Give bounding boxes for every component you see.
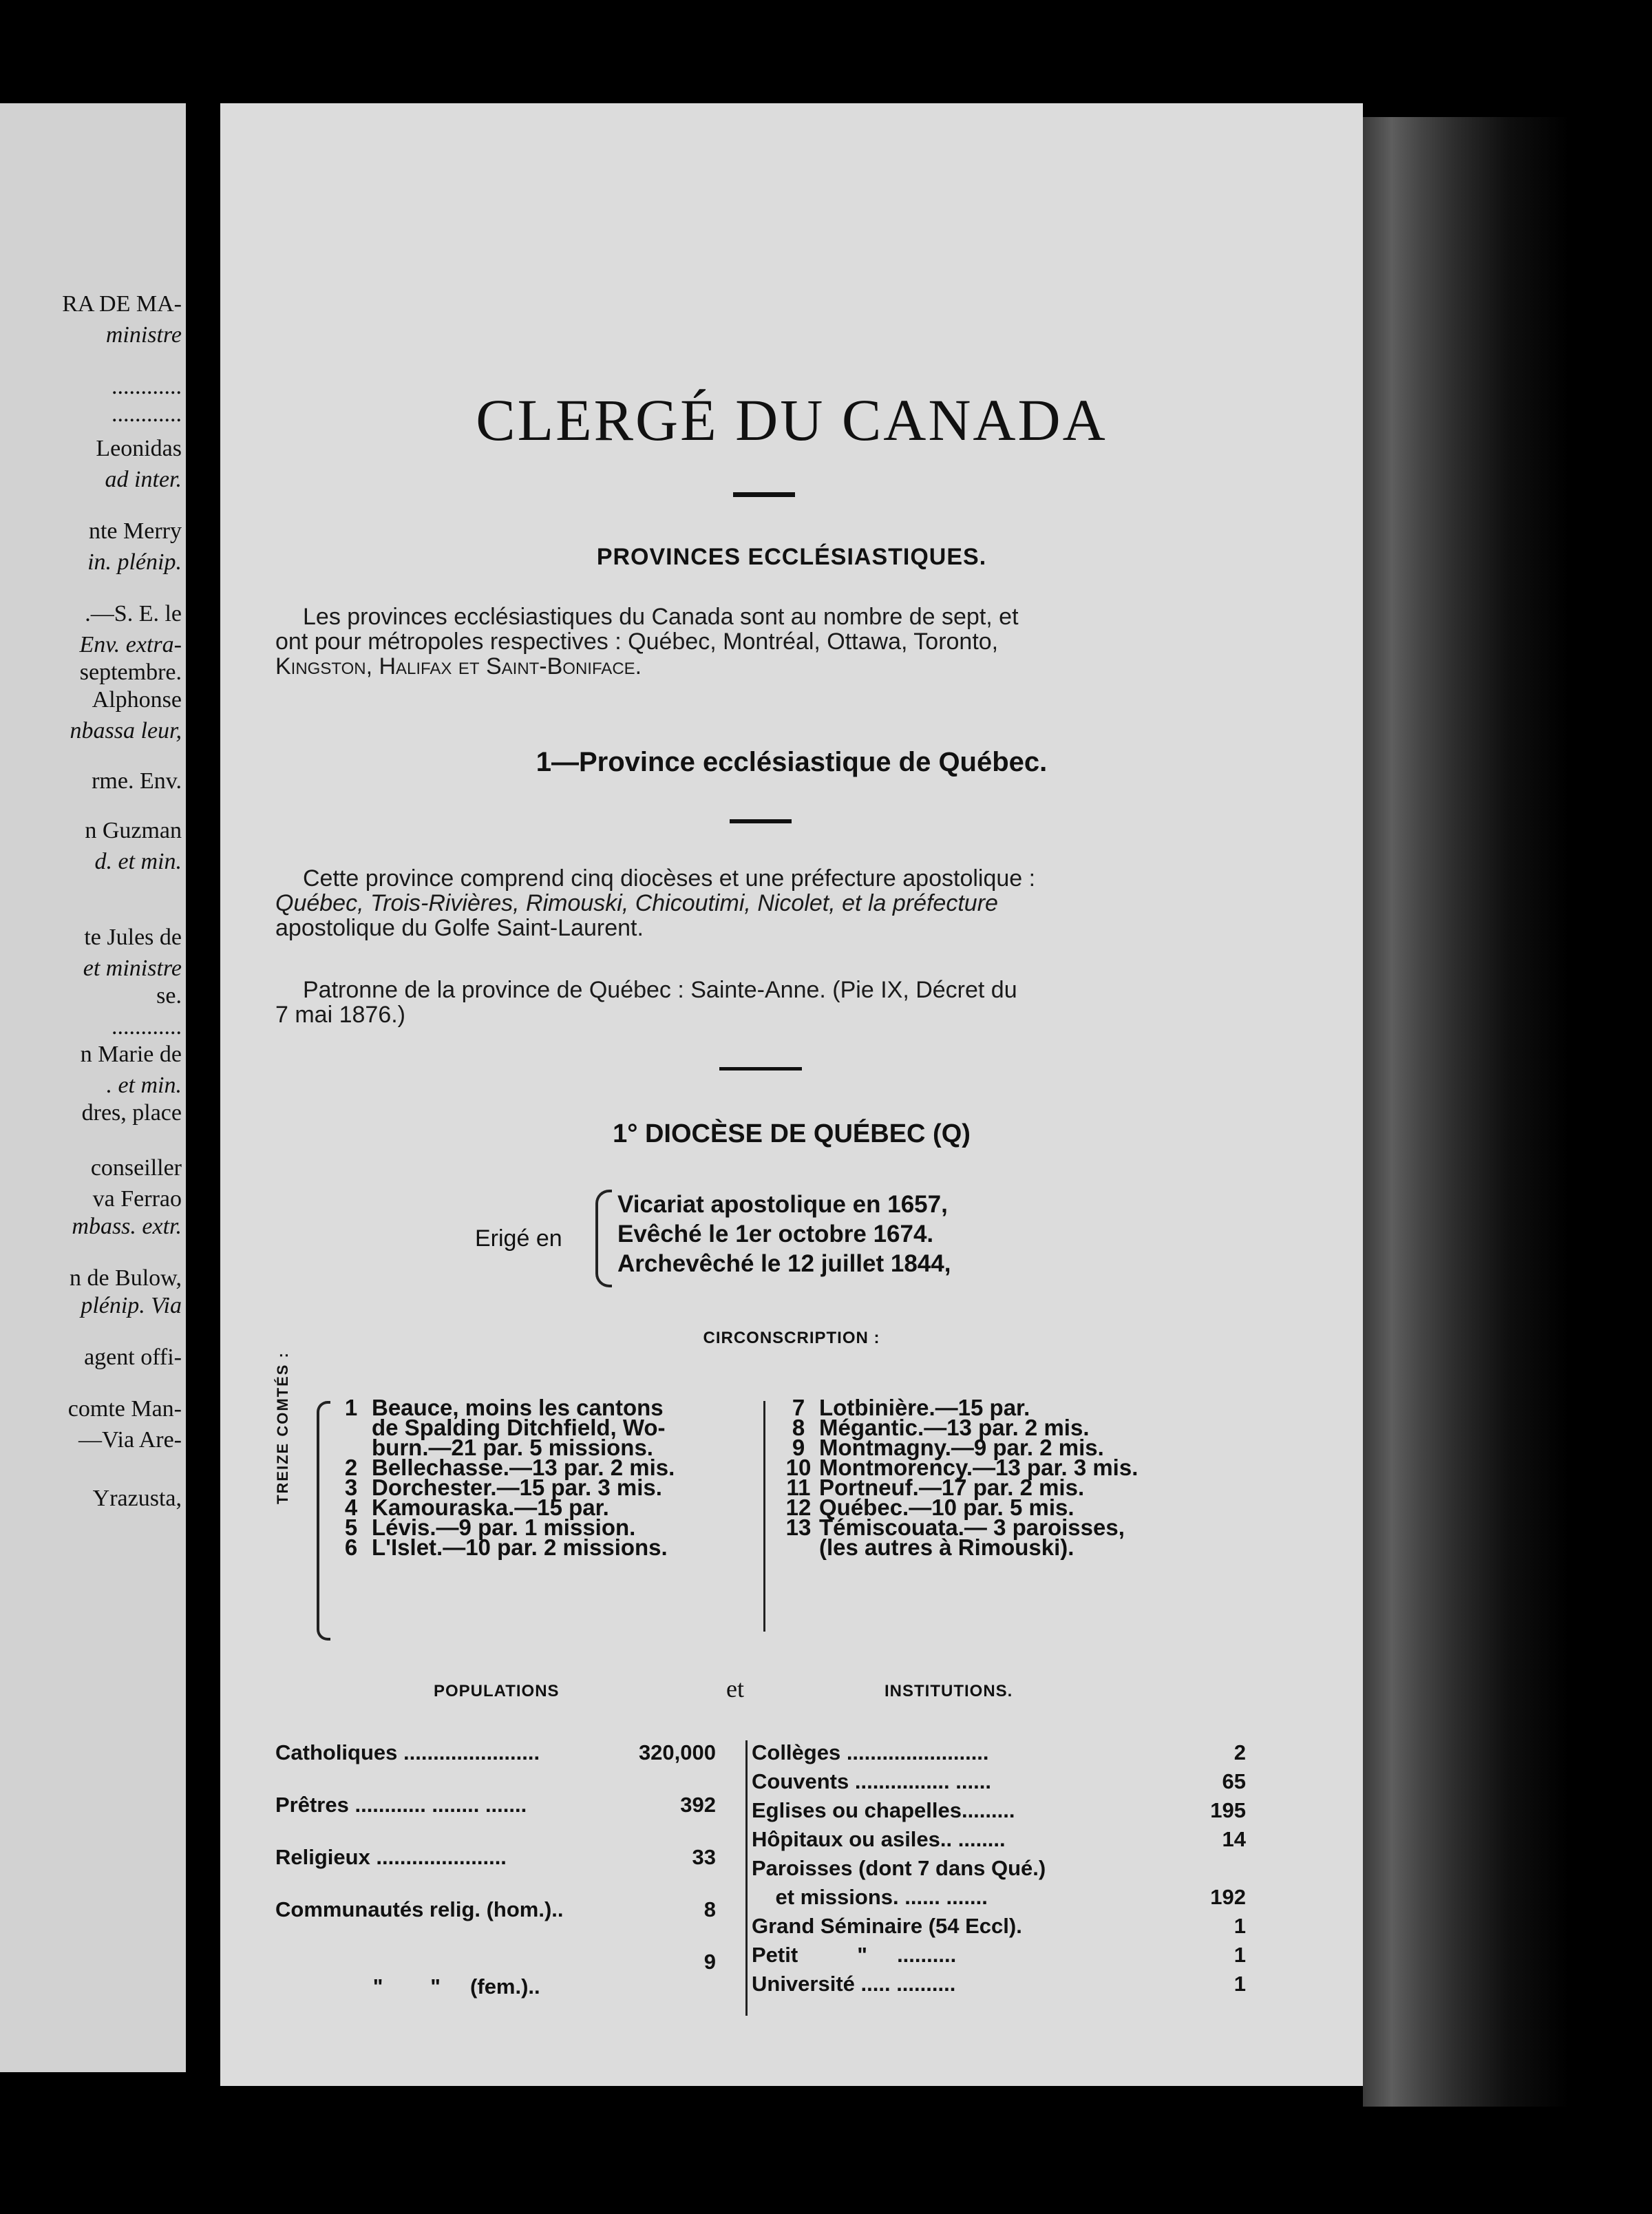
- fragment-line: n de Bulow,: [69, 1265, 182, 1291]
- intro-line: ont pour métropoles respectives : Québec, Montréal, Ottawa, Toronto,: [275, 629, 999, 655]
- fragment-line: et ministre: [83, 956, 182, 981]
- patronne-line: 7 mai 1876.): [275, 1002, 405, 1028]
- section-heading: PROVINCES ECCLÉSIASTIQUES.: [596, 544, 987, 570]
- institutions-table: [752, 1740, 1246, 2001]
- page-title: CLERGÉ DU CANADA: [476, 387, 1108, 453]
- fragment-line: conseiller: [90, 1155, 182, 1181]
- fragment-line: ............: [112, 374, 182, 399]
- fragment-line: ad inter.: [105, 467, 182, 492]
- population-row: Communautés relig. (hom.).. 8: [275, 1897, 716, 1921]
- fragment-line: ministre: [105, 322, 182, 348]
- fragment-line: se.: [156, 983, 182, 1009]
- divider: [730, 819, 792, 823]
- county-item: 7 Lotbinière.—15 par.: [792, 1395, 1030, 1420]
- previous-page-fragment: [0, 103, 186, 2072]
- county-item: 2 Bellechasse.—13 par. 2 mis.: [344, 1455, 675, 1480]
- institution-row: Collèges ........................ 2: [752, 1740, 1246, 1764]
- county-item: 5 Lévis.—9 par. 1 mission.: [344, 1515, 636, 1540]
- population-row: Religieux ...................... 33: [275, 1845, 716, 1869]
- column-divider: [745, 1740, 748, 2016]
- erige-item: Archevêché le 12 juillet 1844,: [617, 1250, 951, 1277]
- divider: [719, 1067, 802, 1071]
- fragment-line: n Marie de: [80, 1042, 182, 1067]
- populations-table: [275, 1740, 716, 2002]
- institution-row: Hôpitaux ou asiles.. ........ 14: [752, 1827, 1246, 1851]
- column-divider: [763, 1401, 765, 1632]
- county-item: 1 Beauce, moins les cantons: [344, 1395, 664, 1420]
- county-item: 12 Québec.—10 par. 5 mis.: [785, 1495, 1074, 1520]
- fragment-line: plénip. Via: [81, 1293, 182, 1318]
- fragment-line: te Jules de: [84, 925, 182, 950]
- intro-paragraph: [275, 604, 1328, 679]
- fragment-line: d. et min.: [94, 849, 182, 874]
- county-item: 4 Kamouraska.—15 par.: [344, 1495, 609, 1520]
- intro-line: Kingston, Halifax et Saint-Boniface.: [275, 653, 642, 679]
- fragment-line: dres, place: [81, 1100, 182, 1126]
- book-page-edges: [1363, 117, 1569, 2107]
- fragment-line: mbass. extr.: [72, 1214, 182, 1239]
- patronne-paragraph: [275, 978, 1328, 1027]
- institution-row: Petit " .......... 1: [752, 1943, 1246, 1967]
- fragment-line: n Guzman: [85, 818, 182, 843]
- book-page: [220, 103, 1363, 2086]
- fragment-line: Leonidas: [96, 436, 182, 461]
- population-row: Catholiques ....................... 320,000: [275, 1740, 716, 1764]
- institution-row: Couvents ................ ...... 65: [752, 1769, 1246, 1793]
- et-heading: et: [726, 1675, 744, 1702]
- institution-row: Paroisses (dont 7 dans Qué.): [752, 1856, 1046, 1880]
- fragment-line: Alphonse: [92, 687, 182, 713]
- fragment-line: comte Man-: [67, 1396, 182, 1422]
- fragment-line: Yrazusta,: [92, 1486, 182, 1511]
- county-item: 3 Dorchester.—15 par. 3 mis.: [344, 1475, 662, 1500]
- populations-heading: POPULATIONS: [434, 1682, 560, 1700]
- county-item: 13 Témiscouata.— 3 paroisses,: [785, 1515, 1125, 1540]
- counties-left: [330, 1395, 675, 1560]
- county-item: burn.—21 par. 5 missions.: [372, 1435, 653, 1460]
- fragment-line: nbassa leur,: [70, 718, 182, 744]
- treize-comtes-label: TREIZE COMTÉS :: [274, 1351, 291, 1504]
- county-item: (les autres à Rimouski).: [819, 1535, 1074, 1560]
- county-item: 11 Portneuf.—17 par. 2 mis.: [786, 1475, 1085, 1500]
- erige-label: Erigé en: [475, 1225, 562, 1252]
- brace: [317, 1401, 330, 1641]
- fragment-line: nte Merry: [88, 518, 182, 544]
- divider: [733, 492, 795, 497]
- brace: [595, 1190, 612, 1287]
- province-line: apostolique du Golfe Saint-Laurent.: [275, 915, 644, 941]
- fragment-line: . et min.: [106, 1073, 182, 1098]
- counties-right: [778, 1395, 1139, 1560]
- county-item: 8 Mégantic.—13 par. 2 mis.: [792, 1415, 1090, 1440]
- county-item: 10 Montmorency.—13 par. 3 mis.: [785, 1455, 1139, 1480]
- population-row: " " (fem.).. 9: [372, 1950, 716, 1999]
- province-paragraph: [275, 866, 1328, 940]
- fragment-line: rme. Env.: [92, 768, 182, 794]
- circonscription-heading: CIRCONSCRIPTION :: [703, 1329, 880, 1347]
- fragment-line: ............: [112, 401, 182, 427]
- population-row: Prêtres ............ ........ ....... 392: [275, 1793, 716, 1817]
- county-item: 9 Montmagny.—9 par. 2 mis.: [792, 1435, 1104, 1460]
- fragment-line: Env. extra-: [79, 632, 182, 657]
- erige-list: [617, 1190, 951, 1278]
- fragment-line: va Ferrao: [92, 1186, 182, 1212]
- county-item: de Spalding Ditchfield, Wo-: [372, 1415, 666, 1440]
- fragment-line: .—S. E. le: [85, 601, 182, 626]
- patronne-line: Patronne de la province de Québec : Sainte-Anne. (Pie IX, Décret du: [303, 977, 1017, 1003]
- fragment-line: RA DE MA-: [62, 291, 182, 317]
- institution-row: et missions. ...... ....... 192: [752, 1885, 1246, 1909]
- county-item: 6 L'Islet.—10 par. 2 missions.: [344, 1535, 668, 1560]
- institution-row: Université ..... .......... 1: [752, 1972, 1246, 1996]
- institution-row: Grand Séminaire (54 Eccl). 1: [752, 1914, 1246, 1938]
- intro-line: Les provinces ecclésiastiques du Canada sont au nombre de sept, et: [303, 604, 1019, 630]
- fragment-line: agent offi-: [84, 1345, 182, 1370]
- erige-item: Evêché le 1er octobre 1674.: [617, 1221, 934, 1247]
- institution-row: Eglises ou chapelles......... 195: [752, 1798, 1246, 1822]
- fragment-line: —Via Are-: [78, 1427, 182, 1453]
- institutions-heading: INSTITUTIONS.: [885, 1682, 1013, 1700]
- province-line: Québec, Trois-Rivières, Rimouski, Chicoutimi, Nicolet, et la préfecture: [275, 890, 998, 916]
- diocese-heading: 1° DIOCÈSE DE QUÉBEC (Q): [613, 1119, 971, 1148]
- fragment-line: in. plénip.: [87, 549, 182, 575]
- fragment-line: septembre.: [79, 660, 182, 685]
- fragment-line: ............: [112, 1014, 182, 1040]
- province-line: Cette province comprend cinq diocèses et une préfecture apostolique :: [303, 865, 1036, 892]
- province-heading: 1—Province ecclésiastique de Québec.: [536, 747, 1048, 777]
- erige-item: Vicariat apostolique en 1657,: [617, 1191, 948, 1218]
